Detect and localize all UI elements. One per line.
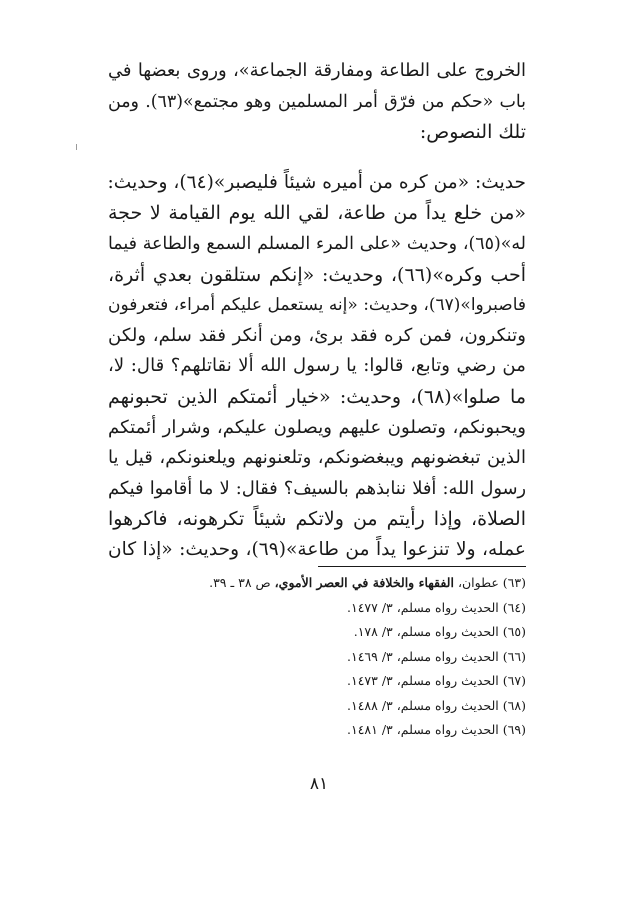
paragraph-gap: [108, 148, 526, 168]
text-line: أحب وكره»(٦٦)، وحديث: «إنكم ستلقون بعدي أثرة،: [108, 263, 527, 286]
footnote-text: الحديث رواه مسلم، ٣/ ١٤٧٧.: [347, 599, 499, 615]
footnote-author: عطوان،: [457, 575, 499, 590]
text-line: وتنكرون، فمن كره فقد برئ، ومن أنكر فقد سلم، ولكن: [108, 324, 526, 346]
text-line: الخروج على الطاعة ومفارقة الجماعة»، وروى بعضها في: [108, 60, 526, 81]
footnote-63: [108, 571, 526, 596]
text-line: تلك النصوص:: [419, 121, 526, 144]
footnote-text: الحديث رواه مسلم، ٣/ ١٤٨١.: [347, 722, 499, 737]
text-line: عمله، ولا تنزعوا يداً من طاعة»(٦٩)، وحديث: «إذا كان: [108, 538, 527, 560]
text-line: من رضي وتابع، قالوا: يا رسول الله ألا نقاتلهم؟ قال: لا،: [108, 355, 526, 377]
footnote-text: الحديث رواه مسلم، ٣/ ١٤٧٣.: [347, 673, 499, 688]
footnote-number: (٦٥): [502, 624, 526, 639]
footnote-divider: [318, 566, 526, 567]
footnote-book-title: الفقهاء والخلافة في العصر الأموي،: [274, 575, 454, 590]
footnote-number: (٦٨): [502, 697, 526, 713]
text-line: «من خلع يداً من طاعة، لقي الله يوم القيامة لا حجة: [108, 202, 526, 225]
text-line: الصلاة، وإذا رأيتم من ولاتكم شيئاً تكرهونه، فاكرهوا: [108, 508, 526, 531]
footnote-number: (٦٤): [502, 599, 526, 615]
text-line: ما صلوا»(٦٨)، وحديث: «خيار أئمتكم الذين تحبونهم: [108, 385, 527, 408]
text-line: الذين تبغضونهم ويبغضونكم، وتلعنونهم ويلعنونكم، قيل يا: [108, 447, 526, 469]
footnote-text: الحديث رواه مسلم، ٣/ ١٤٨٨.: [347, 697, 499, 713]
text-line: باب «حكم من فرّق أمر المسلمين وهو مجتمع»(٦٣). ومن: [108, 91, 527, 112]
footnotes: [108, 571, 526, 743]
footnote-number: (٦٣): [502, 575, 526, 590]
footnote-69: [108, 718, 526, 743]
footnote-67: [108, 669, 526, 694]
footnote-number: (٦٦): [502, 648, 526, 664]
footnote-text: الحديث رواه مسلم، ٣/ ١٧٨.: [353, 624, 499, 639]
text-line: حديث: «من كره من أميره شيئاً فليصبر»(٦٤)، وحديث:: [107, 171, 526, 193]
footnote-64: [108, 596, 526, 621]
text-line: له»(٦٥)، وحديث «على المرء المسلم السمع والطاعة فيما: [108, 233, 526, 254]
footnote-68: [108, 694, 526, 719]
text-line: فاصبروا»(٦٧)، وحديث: «إنه يستعمل عليكم أمراء، فتعرفون: [108, 295, 526, 316]
footnote-text: الحديث رواه مسلم، ٣/ ١٤٦٩.: [347, 648, 499, 664]
margin-mark: [76, 144, 77, 150]
text-line: رسول الله: أفلا ننابذهم بالسيف؟ فقال: لا ما أقاموا فيكم: [108, 477, 526, 499]
footnote-65: [108, 620, 526, 645]
page-number: ٨١: [309, 774, 329, 794]
footnote-66: [108, 645, 526, 670]
footnote-number: (٦٩): [502, 722, 526, 737]
footnote-number: (٦٧): [502, 673, 526, 688]
footnote-pages: ص ٣٨ ـ ٣٩.: [209, 575, 271, 590]
text-line: ويحبونكم، وتصلون عليهم ويصلون عليكم، وشرار أئمتكم: [108, 416, 526, 438]
main-text: [108, 56, 526, 566]
